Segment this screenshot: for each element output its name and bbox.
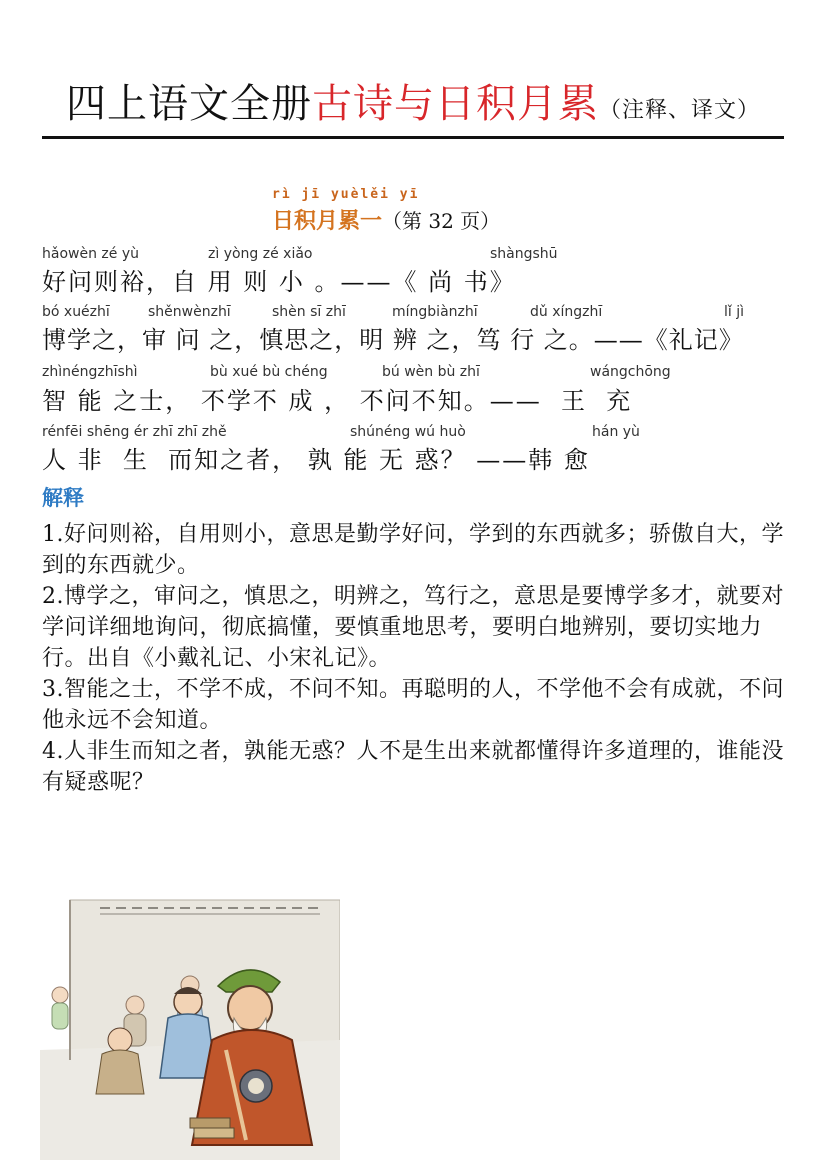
explanation-item-4: 4.人非生而知之者，孰能无惑？人不是生出来就都懂得许多道理的，谁能没有疑惑呢？ — [42, 739, 784, 795]
section-title — [272, 204, 500, 235]
section-pinyin: rì jī yuèlěi yī — [272, 187, 420, 202]
page-note: （第 32 页） — [382, 209, 501, 233]
line2-text: 博学之，审 问 之，慎思之，明 辨 之，笃 行 之。——《礼记》 — [42, 326, 744, 354]
line3-text: 智 能 之士， 不学不 成 ， 不问不知。—— 王 充 — [42, 387, 633, 415]
line2-pinyin-5: dǔ xíngzhī — [530, 304, 603, 320]
line1-text: 好问则裕，自 用 则 小 。——《 尚 书》 — [42, 268, 516, 296]
title-red: 古诗与日积月累 — [312, 81, 599, 127]
line3-pinyin-1: zhìnéngzhīshì — [42, 364, 138, 380]
line4-pinyin-1: rénfēi shēng ér zhī zhī zhě — [42, 424, 227, 440]
scholars-illustration-icon — [40, 890, 340, 1160]
page-title — [66, 72, 761, 127]
explanation-item-1: 1.好问则裕，自用则小，意思是勤学好问，学到的东西就多；骄傲自大，学到的东西就少。 — [42, 522, 784, 578]
line3-pinyin-2: bù xué bù chéng — [210, 364, 328, 380]
line2-pinyin-1: bó xuézhī — [42, 304, 110, 320]
title-divider — [42, 136, 784, 139]
line4-pinyin-3: hán yù — [592, 424, 640, 440]
line3-pinyin-3: bú wèn bù zhī — [382, 364, 480, 380]
line2-pinyin-3: shèn sī zhī — [272, 304, 346, 320]
line4-text: 人 非 生 而知之者， 孰 能 无 惑？ ——韩 愈 — [42, 446, 590, 474]
section-title-text: 日积月累一 — [272, 209, 383, 234]
title-black: 四上语文全册 — [66, 81, 312, 127]
line1-pinyin-3: shàngshū — [490, 246, 558, 262]
line4-pinyin-2: shúnéng wú huò — [350, 424, 466, 440]
line3-pinyin-4: wángchōng — [590, 364, 671, 380]
line2-pinyin-6: lǐ jì — [724, 304, 745, 320]
line2-pinyin-2: shěnwènzhī — [148, 304, 231, 320]
line1-pinyin-1: hǎowèn zé yù — [42, 246, 139, 262]
line1-pinyin-2: zì yòng zé xiǎo — [208, 246, 313, 262]
line2-pinyin-4: míngbiànzhī — [392, 304, 478, 320]
explanation-heading: 解释 — [42, 486, 84, 510]
title-sub: （注释、译文） — [599, 98, 761, 123]
explanation-item-3: 3.智能之士，不学不成，不问不知。再聪明的人，不学他不会有成就，不问他永远不会知道。 — [42, 677, 784, 733]
explanation-item-2: 2.博学之，审问之，慎思之，明辨之，笃行之，意思是要博学多才，就要对学问详细地询问，彻底搞懂，要慎重地思考，要明白地辨别，要切实地力行。出自《小戴礼记、小宋礼记》。 — [42, 584, 784, 671]
